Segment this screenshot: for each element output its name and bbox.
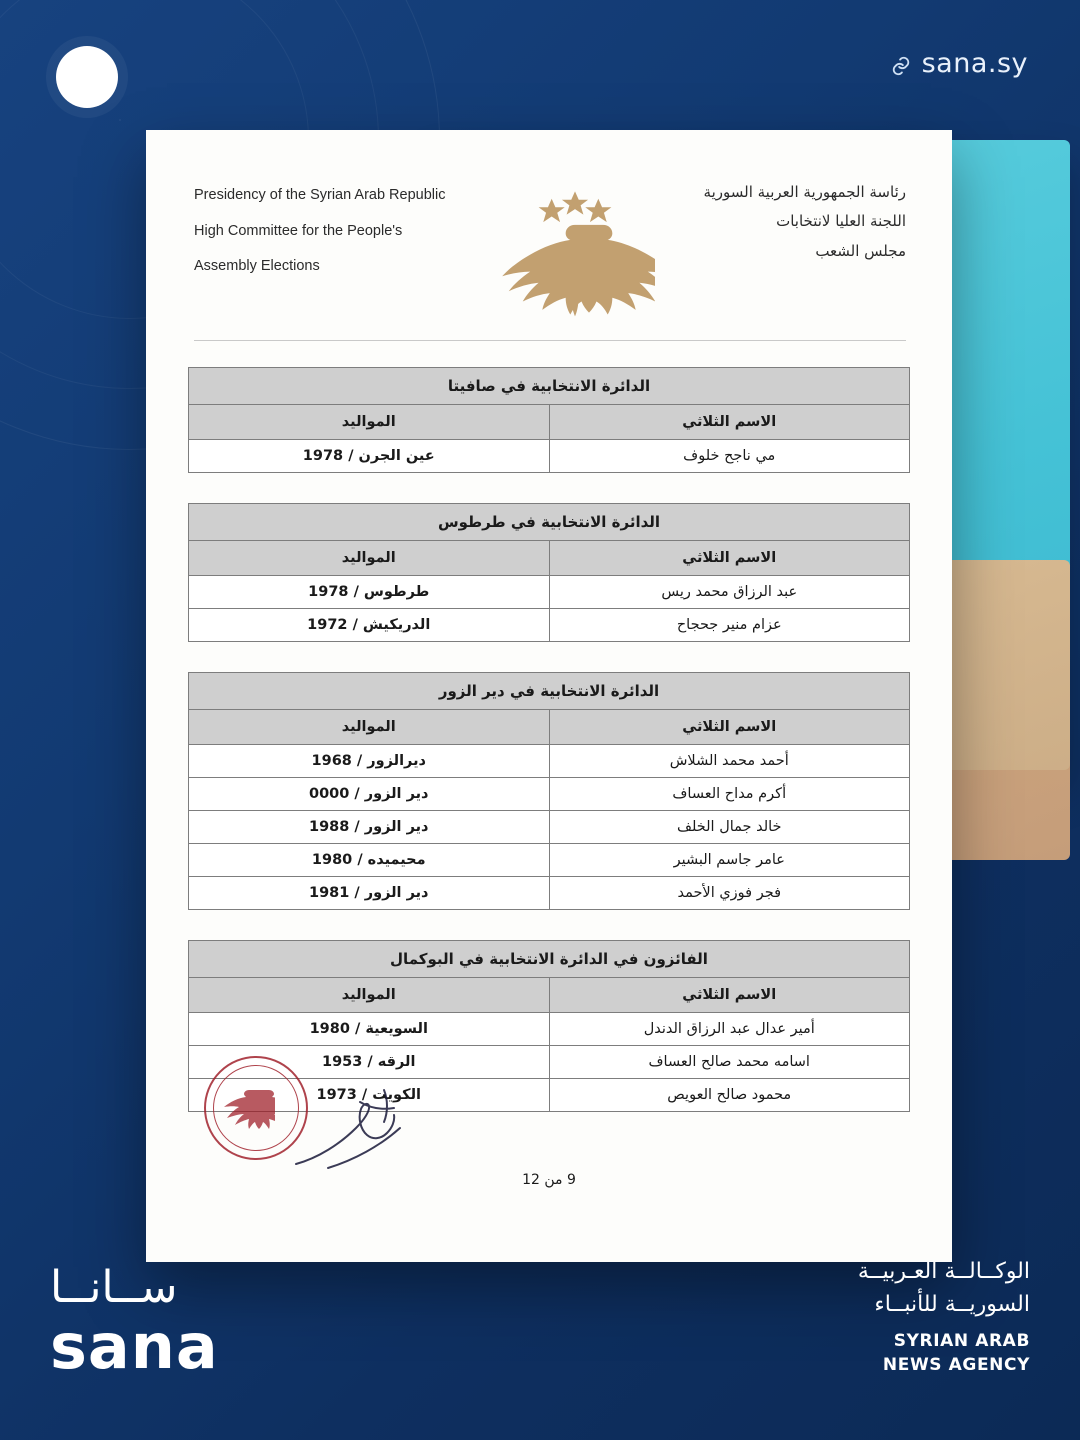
official-red-stamp-icon [196,1056,436,1176]
district-table [188,503,910,642]
letterhead-english [194,178,484,285]
candidate-name: أمير عدال عبد الرزاق الدندل [549,1013,910,1046]
candidate-birth: ديرالزور / 1968 [189,745,550,778]
candidate-birth: الدريكيش / 1972 [189,609,550,642]
table-row [189,745,910,778]
table-row [189,778,910,811]
background-dot [56,46,118,108]
district-title: الدائرة الانتخابية في طرطوس [189,504,910,541]
brand-link-text: sana.sy [921,48,1028,79]
district-table [188,672,910,910]
letterhead [146,130,952,322]
column-header-name: الاسم الثلاثي [549,541,910,576]
link-icon [890,53,912,75]
candidate-name: عبد الرزاق محمد ريس [549,576,910,609]
candidate-name: أحمد محمد الشلاش [549,745,910,778]
table-row [189,609,910,642]
candidate-birth: محيميده / 1980 [189,844,550,877]
candidate-name: عزام منير جحجاح [549,609,910,642]
candidate-name: عامر جاسم البشير [549,844,910,877]
agency-english-line-2: NEWS AGENCY [882,1355,1030,1376]
candidate-name: محمود صالح العويص [549,1079,910,1112]
sana-logo [50,1262,219,1383]
document-footer [146,1060,952,1210]
candidate-name: خالد جمال الخلف [549,811,910,844]
candidate-birth: الرقه / 1953 [189,1046,550,1079]
district-section [188,503,910,642]
candidate-birth: السويعية / 1980 [189,1013,550,1046]
candidate-name: اسامه محمد صالح العساف [549,1046,910,1079]
agency-name [858,1255,1030,1378]
brand-link[interactable] [890,48,1028,79]
letterhead-en-line-1: Presidency of the Syrian Arab Republic [194,187,446,203]
results-tables [146,341,952,1112]
column-header-birth: المواليد [189,710,550,745]
sana-logo-english: sana [50,1310,219,1383]
candidate-name: فجر فوزي الأحمد [549,877,910,910]
letterhead-arabic [666,178,906,266]
column-header-name: الاسم الثلاثي [549,405,910,440]
candidate-birth: الكويت / 1973 [189,1079,550,1112]
letterhead-en-line-3: Assembly Elections [194,258,320,275]
document-page [146,130,952,1262]
table-row [189,844,910,877]
candidate-birth: دير الزور / 0000 [189,778,550,811]
table-row [189,576,910,609]
syrian-eagle-emblem-icon [495,182,655,322]
letterhead-en-line-2: High Committee for the People's [194,222,403,239]
table-row [189,811,910,844]
candidate-birth: عين الجرن / 1978 [189,440,550,473]
agency-arabic-line-1: الوكــالــة العـربيــة [857,1258,1030,1284]
district-section [188,367,910,473]
handwritten-signature-icon [288,1072,438,1176]
table-row [189,440,910,473]
column-header-name: الاسم الثلاثي [549,710,910,745]
agency-english-line-1: SYRIAN ARAB [893,1330,1030,1351]
column-header-name: الاسم الثلاثي [549,978,910,1013]
candidate-name: أكرم مداح العساف [549,778,910,811]
letterhead-ar-line-1: رئاسة الجمهورية العربية السورية [703,183,906,201]
district-title: الفائزون في الدائرة الانتخابية في البوكمال [189,941,910,978]
sana-logo-arabic: ســانــا [50,1262,178,1313]
table-row [189,1013,910,1046]
letterhead-ar-line-2: اللجنة العليا لانتخابات [776,212,906,231]
letterhead-ar-line-3: مجلس الشعب [815,241,906,260]
table-row [189,877,910,910]
district-section [188,672,910,910]
candidate-birth: دير الزور / 1988 [189,811,550,844]
candidate-name: مي ناجح خلوف [549,440,910,473]
column-header-birth: المواليد [189,405,550,440]
column-header-birth: المواليد [189,978,550,1013]
column-header-birth: المواليد [189,541,550,576]
district-table [188,367,910,473]
candidate-birth: دير الزور / 1981 [189,877,550,910]
district-title: الدائرة الانتخابية في صافيتا [189,368,910,405]
agency-arabic-line-2: السوريــة للأنبــاء [874,1291,1030,1317]
candidate-birth: طرطوس / 1978 [189,576,550,609]
district-title: الدائرة الانتخابية في دير الزور [189,673,910,710]
page-number: 9 من 12 [522,1172,576,1188]
